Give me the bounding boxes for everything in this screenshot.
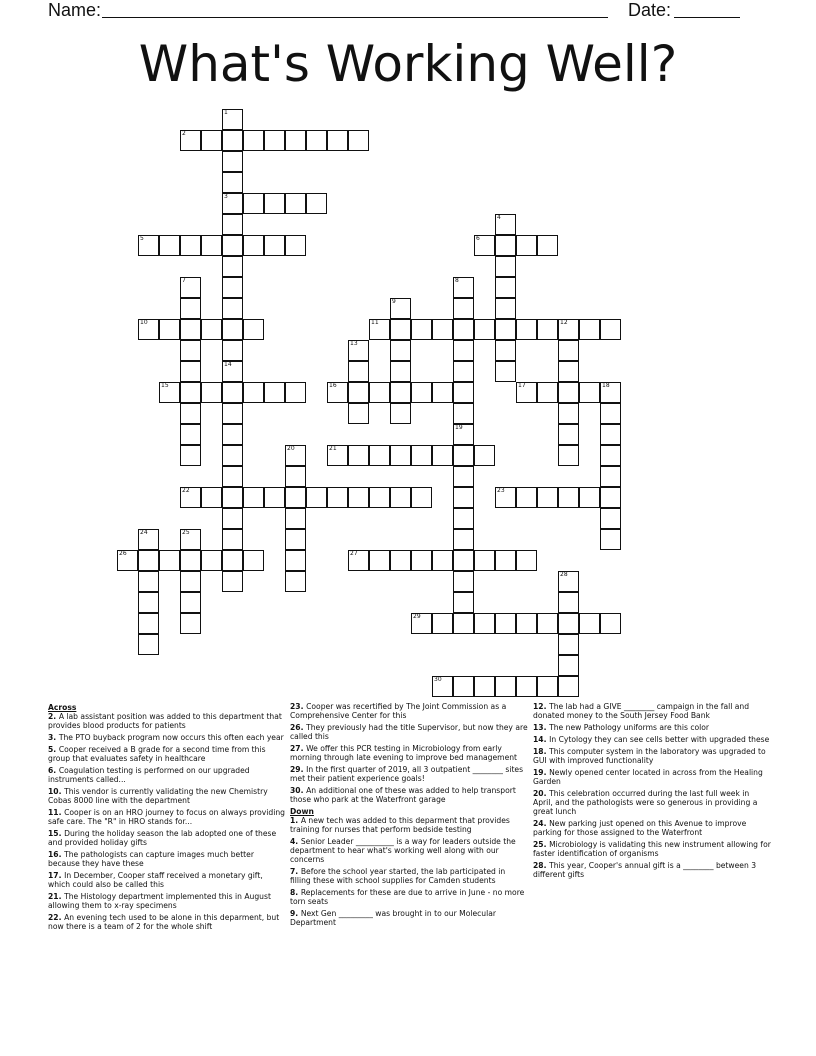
grid-cell[interactable] bbox=[600, 424, 621, 445]
grid-cell[interactable] bbox=[180, 298, 201, 319]
grid-cell[interactable] bbox=[222, 424, 243, 445]
clue-item: 13. The new Pathology uniforms are this color bbox=[533, 723, 710, 732]
grid-cell[interactable] bbox=[453, 277, 474, 298]
grid-cell[interactable] bbox=[600, 487, 621, 508]
grid-cell[interactable] bbox=[327, 130, 348, 151]
grid-cell[interactable] bbox=[201, 550, 222, 571]
grid-cell[interactable] bbox=[138, 550, 159, 571]
clue-item: 1. A new tech was added to this deparment that provides training for nurses that perform bedside testing bbox=[290, 816, 510, 834]
clue-item: 18. This computer system in the laboratory was upgraded to GUI with improved functionality bbox=[533, 747, 766, 765]
grid-cell[interactable] bbox=[537, 235, 558, 256]
grid-cell[interactable] bbox=[432, 676, 453, 697]
clue-item: 12. The lab had a GIVE ________ campaign in the fall and donated money to the South Jersey Food Bank bbox=[533, 702, 750, 720]
clue-item: 11. Cooper is on an HRO journey to focus on always providing safe care. The "R" in HRO stands for... bbox=[48, 808, 285, 826]
name-label: Name: bbox=[48, 0, 102, 20]
grid-cell[interactable] bbox=[306, 193, 327, 214]
clue-number: 13 bbox=[350, 340, 358, 347]
grid-cell[interactable] bbox=[348, 487, 369, 508]
grid-cell[interactable] bbox=[138, 634, 159, 655]
grid-cell[interactable] bbox=[453, 466, 474, 487]
grid-cell[interactable] bbox=[495, 613, 516, 634]
grid-cell[interactable] bbox=[537, 487, 558, 508]
clue-item: 22. An evening tech used to be alone in this deparment, but now there is a team of 2 for the whole shift bbox=[48, 913, 280, 931]
grid-cell[interactable] bbox=[348, 340, 369, 361]
grid-cell[interactable] bbox=[453, 592, 474, 613]
grid-cell[interactable] bbox=[516, 235, 537, 256]
grid-cell[interactable] bbox=[390, 445, 411, 466]
grid-cell[interactable] bbox=[327, 382, 348, 403]
grid-cell[interactable] bbox=[222, 382, 243, 403]
grid-cell[interactable] bbox=[390, 319, 411, 340]
page-title: What's Working Well? bbox=[138, 35, 678, 93]
grid-cell[interactable] bbox=[474, 445, 495, 466]
clue-item: 19. Newly opened center located in across from the Healing Garden bbox=[533, 768, 763, 786]
grid-cell[interactable] bbox=[222, 445, 243, 466]
grid-cell[interactable] bbox=[285, 466, 306, 487]
grid-cell[interactable] bbox=[411, 487, 432, 508]
grid-cell[interactable] bbox=[600, 613, 621, 634]
grid-cell[interactable] bbox=[180, 382, 201, 403]
clue-item: 17. In December, Cooper staff received a monetary gift, which could also be called this bbox=[48, 871, 263, 889]
grid-cell[interactable] bbox=[537, 676, 558, 697]
clues-column-1 bbox=[48, 702, 286, 934]
grid-cell[interactable] bbox=[495, 319, 516, 340]
grid-cell[interactable] bbox=[516, 676, 537, 697]
grid-cell[interactable] bbox=[180, 277, 201, 298]
grid-cell[interactable] bbox=[453, 529, 474, 550]
grid-cell[interactable] bbox=[495, 340, 516, 361]
grid-cell[interactable] bbox=[348, 382, 369, 403]
grid-cell[interactable] bbox=[411, 550, 432, 571]
grid-cell[interactable] bbox=[222, 487, 243, 508]
grid-cell[interactable] bbox=[138, 529, 159, 550]
grid-cell[interactable] bbox=[180, 319, 201, 340]
grid-cell[interactable] bbox=[453, 445, 474, 466]
clue-number: 25 bbox=[182, 529, 190, 536]
grid-cell[interactable] bbox=[453, 613, 474, 634]
grid-cell[interactable] bbox=[516, 613, 537, 634]
grid-cell[interactable] bbox=[222, 130, 243, 151]
grid-cell[interactable] bbox=[348, 550, 369, 571]
grid-cell[interactable] bbox=[558, 340, 579, 361]
grid-cell[interactable] bbox=[243, 130, 264, 151]
across-clue-list-cont bbox=[290, 702, 528, 804]
grid-cell[interactable] bbox=[558, 634, 579, 655]
grid-cell[interactable] bbox=[159, 319, 180, 340]
down-clue-list bbox=[290, 816, 528, 927]
clue-item: 9. Next Gen _________ was brought in to our Molecular Department bbox=[290, 909, 496, 927]
grid-cell[interactable] bbox=[180, 592, 201, 613]
grid-cell[interactable] bbox=[327, 445, 348, 466]
grid-cell[interactable] bbox=[600, 466, 621, 487]
clue-number: 29 bbox=[413, 613, 421, 620]
grid-cell[interactable] bbox=[558, 445, 579, 466]
grid-cell[interactable] bbox=[222, 193, 243, 214]
clue-item: 5. Cooper received a B grade for a second time from this group that evaluates safety in healthcare bbox=[48, 745, 266, 763]
clue-number: 8 bbox=[455, 277, 459, 284]
clue-item: 29. In the first quarter of 2019, all 3 outpatient ________ sites met their patient experience goals! bbox=[290, 765, 524, 783]
clue-number: 15 bbox=[161, 382, 169, 389]
clue-number: 17 bbox=[518, 382, 526, 389]
grid-cell[interactable] bbox=[264, 193, 285, 214]
grid-cell[interactable] bbox=[201, 319, 222, 340]
grid-cell[interactable] bbox=[285, 529, 306, 550]
grid-cell[interactable] bbox=[222, 277, 243, 298]
grid-cell[interactable] bbox=[390, 298, 411, 319]
grid-cell[interactable] bbox=[516, 319, 537, 340]
grid-cell[interactable] bbox=[432, 445, 453, 466]
grid-cell[interactable] bbox=[579, 613, 600, 634]
grid-cell[interactable] bbox=[306, 130, 327, 151]
grid-cell[interactable] bbox=[117, 550, 138, 571]
grid-cell[interactable] bbox=[180, 613, 201, 634]
clue-number: 30 bbox=[434, 676, 442, 683]
grid-cell[interactable] bbox=[516, 487, 537, 508]
clue-item: 24. New parking just opened on this Avenue to improve parking for those assigned to the Waterfront bbox=[533, 819, 747, 837]
grid-cell[interactable] bbox=[285, 550, 306, 571]
grid-cell[interactable] bbox=[348, 361, 369, 382]
grid-cell[interactable] bbox=[453, 676, 474, 697]
grid-cell[interactable] bbox=[201, 130, 222, 151]
grid-cell[interactable] bbox=[453, 424, 474, 445]
clue-number: 16 bbox=[329, 382, 337, 389]
grid-cell[interactable] bbox=[222, 550, 243, 571]
grid-cell[interactable] bbox=[285, 193, 306, 214]
grid-cell[interactable] bbox=[579, 487, 600, 508]
grid-cell[interactable] bbox=[453, 508, 474, 529]
grid-cell[interactable] bbox=[369, 487, 390, 508]
grid-cell[interactable] bbox=[243, 382, 264, 403]
grid-cell[interactable] bbox=[201, 382, 222, 403]
grid-cell[interactable] bbox=[243, 550, 264, 571]
clues-column-2 bbox=[290, 702, 528, 930]
grid-cell[interactable] bbox=[138, 613, 159, 634]
grid-cell[interactable] bbox=[474, 235, 495, 256]
grid-cell[interactable] bbox=[327, 487, 348, 508]
grid-cell[interactable] bbox=[159, 550, 180, 571]
grid-cell[interactable] bbox=[453, 487, 474, 508]
grid-cell[interactable] bbox=[411, 382, 432, 403]
grid-cell[interactable] bbox=[432, 319, 453, 340]
clue-number: 18 bbox=[602, 382, 610, 389]
clue-item: 14. In Cytology they can see cells better with upgraded these bbox=[533, 735, 770, 744]
grid-cell[interactable] bbox=[222, 361, 243, 382]
clue-number: 14 bbox=[224, 361, 232, 368]
grid-cell[interactable] bbox=[600, 319, 621, 340]
grid-cell[interactable] bbox=[411, 613, 432, 634]
grid-cell[interactable] bbox=[180, 424, 201, 445]
grid-cell[interactable] bbox=[201, 235, 222, 256]
grid-cell[interactable] bbox=[558, 382, 579, 403]
grid-cell[interactable] bbox=[222, 319, 243, 340]
grid-cell[interactable] bbox=[516, 550, 537, 571]
grid-cell[interactable] bbox=[348, 445, 369, 466]
clue-item: 25. Microbiology is validating this new instrument allowing for faster identification of organisms bbox=[533, 840, 771, 858]
grid-cell[interactable] bbox=[222, 235, 243, 256]
grid-cell[interactable] bbox=[390, 382, 411, 403]
clue-number: 2 bbox=[182, 130, 186, 137]
clue-item: 8. Replacements for these are due to arrive in June - no more torn seats bbox=[290, 888, 525, 906]
grid-cell[interactable] bbox=[600, 529, 621, 550]
clue-number: 20 bbox=[287, 445, 295, 452]
grid-cell[interactable] bbox=[432, 613, 453, 634]
clue-item: 4. Senior Leader __________ is a way for leaders outside the department to hear what's working well along with our concerns bbox=[290, 837, 516, 864]
grid-cell[interactable] bbox=[600, 403, 621, 424]
grid-cell[interactable] bbox=[222, 151, 243, 172]
grid-cell[interactable] bbox=[432, 550, 453, 571]
clue-number: 27 bbox=[350, 550, 358, 557]
grid-cell[interactable] bbox=[600, 445, 621, 466]
clue-item: 26. They previously had the title Supervisor, but now they are called this bbox=[290, 723, 528, 741]
grid-cell[interactable] bbox=[222, 403, 243, 424]
grid-cell[interactable] bbox=[579, 319, 600, 340]
grid-cell[interactable] bbox=[495, 487, 516, 508]
clue-item: 27. We offer this PCR testing in Microbiology from early morning through late evening to improve bed management bbox=[290, 744, 518, 762]
grid-cell[interactable] bbox=[159, 235, 180, 256]
grid-cell[interactable] bbox=[495, 214, 516, 235]
date-label: Date: bbox=[628, 0, 672, 20]
grid-cell[interactable] bbox=[453, 298, 474, 319]
grid-cell[interactable] bbox=[138, 235, 159, 256]
grid-cell[interactable] bbox=[180, 445, 201, 466]
grid-cell[interactable] bbox=[558, 403, 579, 424]
clue-item: 30. An additional one of these was added to help transport those who park at the Waterfront garage bbox=[290, 786, 516, 804]
grid-cell[interactable] bbox=[180, 361, 201, 382]
clue-number: 5 bbox=[140, 235, 144, 242]
grid-cell[interactable] bbox=[348, 130, 369, 151]
grid-cell[interactable] bbox=[390, 550, 411, 571]
clue-number: 1 bbox=[224, 109, 228, 116]
grid-cell[interactable] bbox=[495, 298, 516, 319]
grid-cell[interactable] bbox=[243, 235, 264, 256]
grid-cell[interactable] bbox=[495, 361, 516, 382]
grid-cell[interactable] bbox=[390, 361, 411, 382]
down-clue-list-cont bbox=[533, 702, 771, 879]
clue-item: 21. The Histology department implemented this in August allowing them to x-ray specimens bbox=[48, 892, 271, 910]
clue-number: 21 bbox=[329, 445, 337, 452]
grid-cell[interactable] bbox=[180, 340, 201, 361]
grid-cell[interactable] bbox=[243, 487, 264, 508]
grid-cell[interactable] bbox=[453, 382, 474, 403]
grid-cell[interactable] bbox=[348, 403, 369, 424]
grid-cell[interactable] bbox=[453, 361, 474, 382]
grid-cell[interactable] bbox=[222, 256, 243, 277]
grid-cell[interactable] bbox=[180, 529, 201, 550]
grid-cell[interactable] bbox=[222, 214, 243, 235]
clue-number: 28 bbox=[560, 571, 568, 578]
clue-item: 3. The PTO buyback program now occurs this often each year bbox=[48, 733, 284, 742]
grid-cell[interactable] bbox=[558, 571, 579, 592]
grid-cell[interactable] bbox=[390, 340, 411, 361]
grid-cell[interactable] bbox=[285, 382, 306, 403]
clue-number: 10 bbox=[140, 319, 148, 326]
grid-cell[interactable] bbox=[264, 487, 285, 508]
grid-cell[interactable] bbox=[264, 382, 285, 403]
grid-cell[interactable] bbox=[222, 172, 243, 193]
grid-cell[interactable] bbox=[558, 676, 579, 697]
grid-cell[interactable] bbox=[558, 424, 579, 445]
grid-cell[interactable] bbox=[558, 613, 579, 634]
grid-cell[interactable] bbox=[369, 550, 390, 571]
clue-number: 24 bbox=[140, 529, 148, 536]
clue-number: 4 bbox=[497, 214, 501, 221]
clue-number: 23 bbox=[497, 487, 505, 494]
grid-cell[interactable] bbox=[222, 466, 243, 487]
grid-cell[interactable] bbox=[600, 508, 621, 529]
grid-cell[interactable] bbox=[285, 571, 306, 592]
grid-cell[interactable] bbox=[537, 613, 558, 634]
clue-number: 12 bbox=[560, 319, 568, 326]
grid-cell[interactable] bbox=[222, 109, 243, 130]
grid-cell[interactable] bbox=[201, 487, 222, 508]
grid-cell[interactable] bbox=[180, 235, 201, 256]
grid-cell[interactable] bbox=[558, 487, 579, 508]
grid-cell[interactable] bbox=[222, 529, 243, 550]
grid-cell[interactable] bbox=[222, 508, 243, 529]
grid-cell[interactable] bbox=[285, 130, 306, 151]
grid-cell[interactable] bbox=[264, 235, 285, 256]
clue-item: 7. Before the school year started, the lab participated in filling these with school supplies for Camden students bbox=[290, 867, 506, 885]
grid-cell[interactable] bbox=[138, 319, 159, 340]
grid-cell[interactable] bbox=[495, 256, 516, 277]
grid-cell[interactable] bbox=[453, 571, 474, 592]
clue-number: 22 bbox=[182, 487, 190, 494]
grid-cell[interactable] bbox=[537, 382, 558, 403]
grid-cell[interactable] bbox=[369, 382, 390, 403]
grid-cell[interactable] bbox=[537, 319, 558, 340]
clue-number: 3 bbox=[224, 193, 228, 200]
grid-cell[interactable] bbox=[495, 277, 516, 298]
grid-cell[interactable] bbox=[495, 676, 516, 697]
clue-number: 26 bbox=[119, 550, 127, 557]
grid-cell[interactable] bbox=[453, 319, 474, 340]
clue-number: 7 bbox=[182, 277, 186, 284]
grid-cell[interactable] bbox=[474, 319, 495, 340]
grid-cell[interactable] bbox=[516, 382, 537, 403]
grid-cell[interactable] bbox=[390, 403, 411, 424]
clue-number: 9 bbox=[392, 298, 396, 305]
grid-cell[interactable] bbox=[390, 487, 411, 508]
clues-column-3 bbox=[533, 702, 771, 882]
grid-cell[interactable] bbox=[180, 403, 201, 424]
grid-cell[interactable] bbox=[495, 550, 516, 571]
clue-item: 15. During the holiday season the lab adopted one of these and provided holiday gifts bbox=[48, 829, 277, 847]
clue-item: 23. Cooper was recertified by The Joint Commission as a Comprehensive Center for this bbox=[290, 702, 507, 720]
grid-cell[interactable] bbox=[222, 571, 243, 592]
clue-item: 2. A lab assistant position was added to this department that provides blood products for patients bbox=[48, 712, 282, 730]
grid-cell[interactable] bbox=[558, 319, 579, 340]
grid-cell[interactable] bbox=[369, 319, 390, 340]
grid-cell[interactable] bbox=[495, 235, 516, 256]
grid-cell[interactable] bbox=[138, 592, 159, 613]
grid-cell[interactable] bbox=[285, 445, 306, 466]
across-heading: Across bbox=[48, 703, 77, 712]
grid-cell[interactable] bbox=[558, 592, 579, 613]
grid-cell[interactable] bbox=[243, 193, 264, 214]
grid-cell[interactable] bbox=[579, 382, 600, 403]
grid-cell[interactable] bbox=[453, 550, 474, 571]
clue-item: 16. The pathologists can capture images much better because they have these bbox=[48, 850, 254, 868]
grid-cell[interactable] bbox=[600, 382, 621, 403]
grid-cell[interactable] bbox=[222, 298, 243, 319]
clue-item: 10. This vendor is currently validating the new Chemistry Cobas 8000 line with the department bbox=[48, 787, 268, 805]
grid-cell[interactable] bbox=[285, 487, 306, 508]
grid-cell[interactable] bbox=[558, 361, 579, 382]
grid-cell[interactable] bbox=[243, 319, 264, 340]
grid-cell[interactable] bbox=[180, 130, 201, 151]
clue-number: 19 bbox=[455, 424, 463, 431]
grid-cell[interactable] bbox=[474, 550, 495, 571]
grid-cell[interactable] bbox=[453, 340, 474, 361]
grid-cell[interactable] bbox=[180, 550, 201, 571]
grid-cell[interactable] bbox=[474, 613, 495, 634]
grid-cell[interactable] bbox=[432, 382, 453, 403]
grid-cell[interactable] bbox=[264, 130, 285, 151]
grid-cell[interactable] bbox=[453, 403, 474, 424]
grid-cell[interactable] bbox=[138, 571, 159, 592]
grid-cell[interactable] bbox=[285, 235, 306, 256]
grid-cell[interactable] bbox=[474, 676, 495, 697]
grid-cell[interactable] bbox=[558, 655, 579, 676]
grid-cell[interactable] bbox=[369, 445, 390, 466]
clue-number: 6 bbox=[476, 235, 480, 242]
across-clue-list bbox=[48, 712, 286, 931]
grid-cell[interactable] bbox=[180, 487, 201, 508]
grid-cell[interactable] bbox=[285, 508, 306, 529]
grid-cell[interactable] bbox=[159, 382, 180, 403]
clue-item: 6. Coagulation testing is performed on our upgraded instruments called... bbox=[48, 766, 250, 784]
grid-cell[interactable] bbox=[222, 340, 243, 361]
grid-cell[interactable] bbox=[411, 319, 432, 340]
clue-item: 20. This celebration occurred during the last full week in April, and the pathologists were so generous in providing a great lunch bbox=[533, 789, 758, 816]
grid-cell[interactable] bbox=[180, 571, 201, 592]
grid-cell[interactable] bbox=[411, 445, 432, 466]
clue-number: 11 bbox=[371, 319, 379, 326]
down-heading: Down bbox=[290, 807, 314, 816]
clue-item: 28. This year, Cooper's annual gift is a ________ between 3 different gifts bbox=[533, 861, 757, 879]
grid-cell[interactable] bbox=[306, 487, 327, 508]
